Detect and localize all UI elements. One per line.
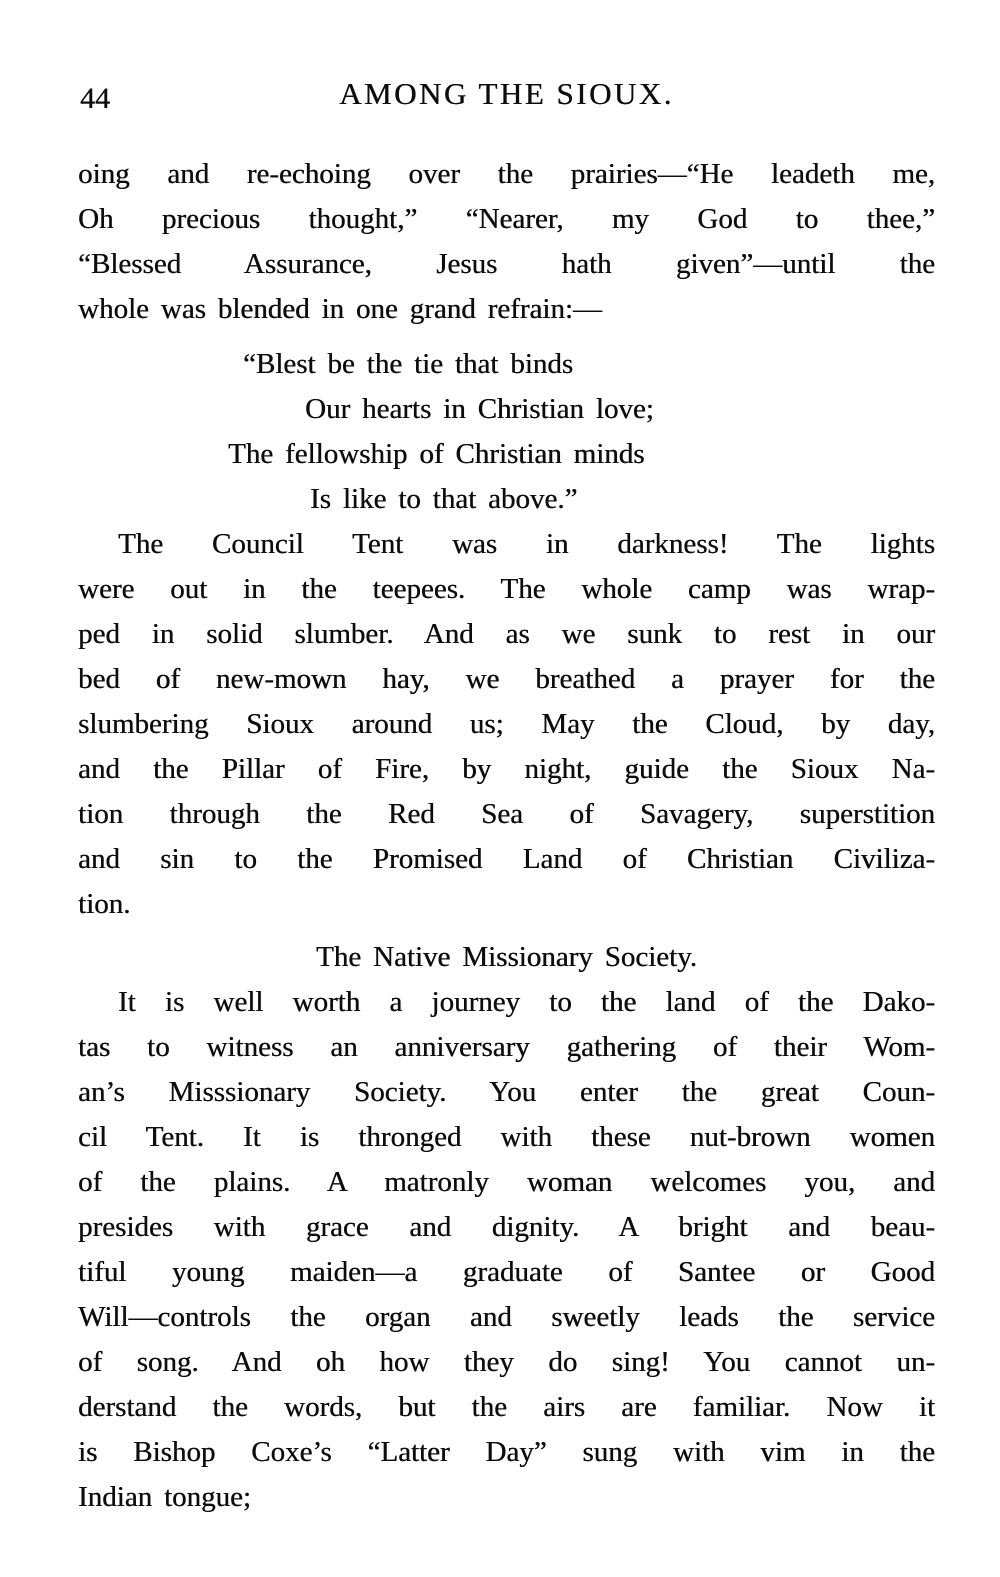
verse-line: “Blest be the tie that binds	[243, 348, 574, 380]
text-line: and sin to the Promised Land of Christian Civiliza-	[78, 843, 935, 875]
text-line: tion through the Red Sea of Savagery, superstition	[78, 798, 935, 830]
text-line: derstand the words, but the airs are familiar. Now it	[78, 1391, 935, 1423]
page-body	[78, 152, 935, 1520]
paragraph-missionary-society	[78, 980, 935, 1520]
text-line: slumbering Sioux around us; May the Cloud, by day,	[78, 708, 935, 740]
text-line: tion.	[78, 888, 131, 920]
paragraph-council-tent	[78, 522, 935, 927]
text-line: cil Tent. It is thronged with these nut-brown women	[78, 1121, 935, 1153]
text-line: whole was blended in one grand refrain:—	[78, 293, 602, 325]
text-line: an’s Misssionary Society. You enter the great Coun-	[78, 1076, 935, 1108]
text-line: “Blessed Assurance, Jesus hath given”—until the	[78, 248, 935, 280]
text-line: and the Pillar of Fire, by night, guide the Sioux Na-	[78, 753, 935, 785]
hymn-verse	[78, 342, 935, 522]
text-line: tas to witness an anniversary gathering of their Wom-	[78, 1031, 935, 1063]
text-line: oing and re-echoing over the prairies—“He leadeth me,	[78, 158, 935, 190]
page-header	[78, 76, 935, 120]
text-line: It is well worth a journey to the land of the Dako-	[118, 986, 935, 1018]
text-line: presides with grace and dignity. A bright and beau-	[78, 1211, 935, 1243]
text-line: were out in the teepees. The whole camp was wrap-	[78, 573, 935, 605]
paragraph-hymn-medley	[78, 152, 935, 332]
text-line: Will—controls the organ and sweetly leads the service	[78, 1301, 935, 1333]
text-line: Oh precious thought,” “Nearer, my God to thee,”	[78, 203, 935, 235]
page-number: 44	[80, 82, 110, 115]
text-line: Indian tongue;	[78, 1481, 251, 1513]
text-line: bed of new-mown hay, we breathed a prayer for the	[78, 663, 935, 695]
text-line: The Council Tent was in darkness! The lights	[118, 528, 935, 560]
text-line: ped in solid slumber. And as we sunk to rest in our	[78, 618, 935, 650]
verse-line: Our hearts in Christian love;	[305, 393, 654, 425]
section-heading: The Native Missionary Society.	[316, 941, 697, 973]
text-line: of song. And oh how they do sing! You cannot un-	[78, 1346, 935, 1378]
text-line: is Bishop Coxe’s “Latter Day” sung with vim in the	[78, 1436, 935, 1468]
text-line: of the plains. A matronly woman welcomes you, and	[78, 1166, 935, 1198]
verse-line: Is like to that above.”	[310, 483, 578, 515]
running-title: AMONG THE SIOUX.	[339, 76, 674, 111]
verse-line: The fellowship of Christian minds	[228, 438, 645, 470]
text-line: tiful young maiden—a graduate of Santee or Good	[78, 1256, 935, 1288]
